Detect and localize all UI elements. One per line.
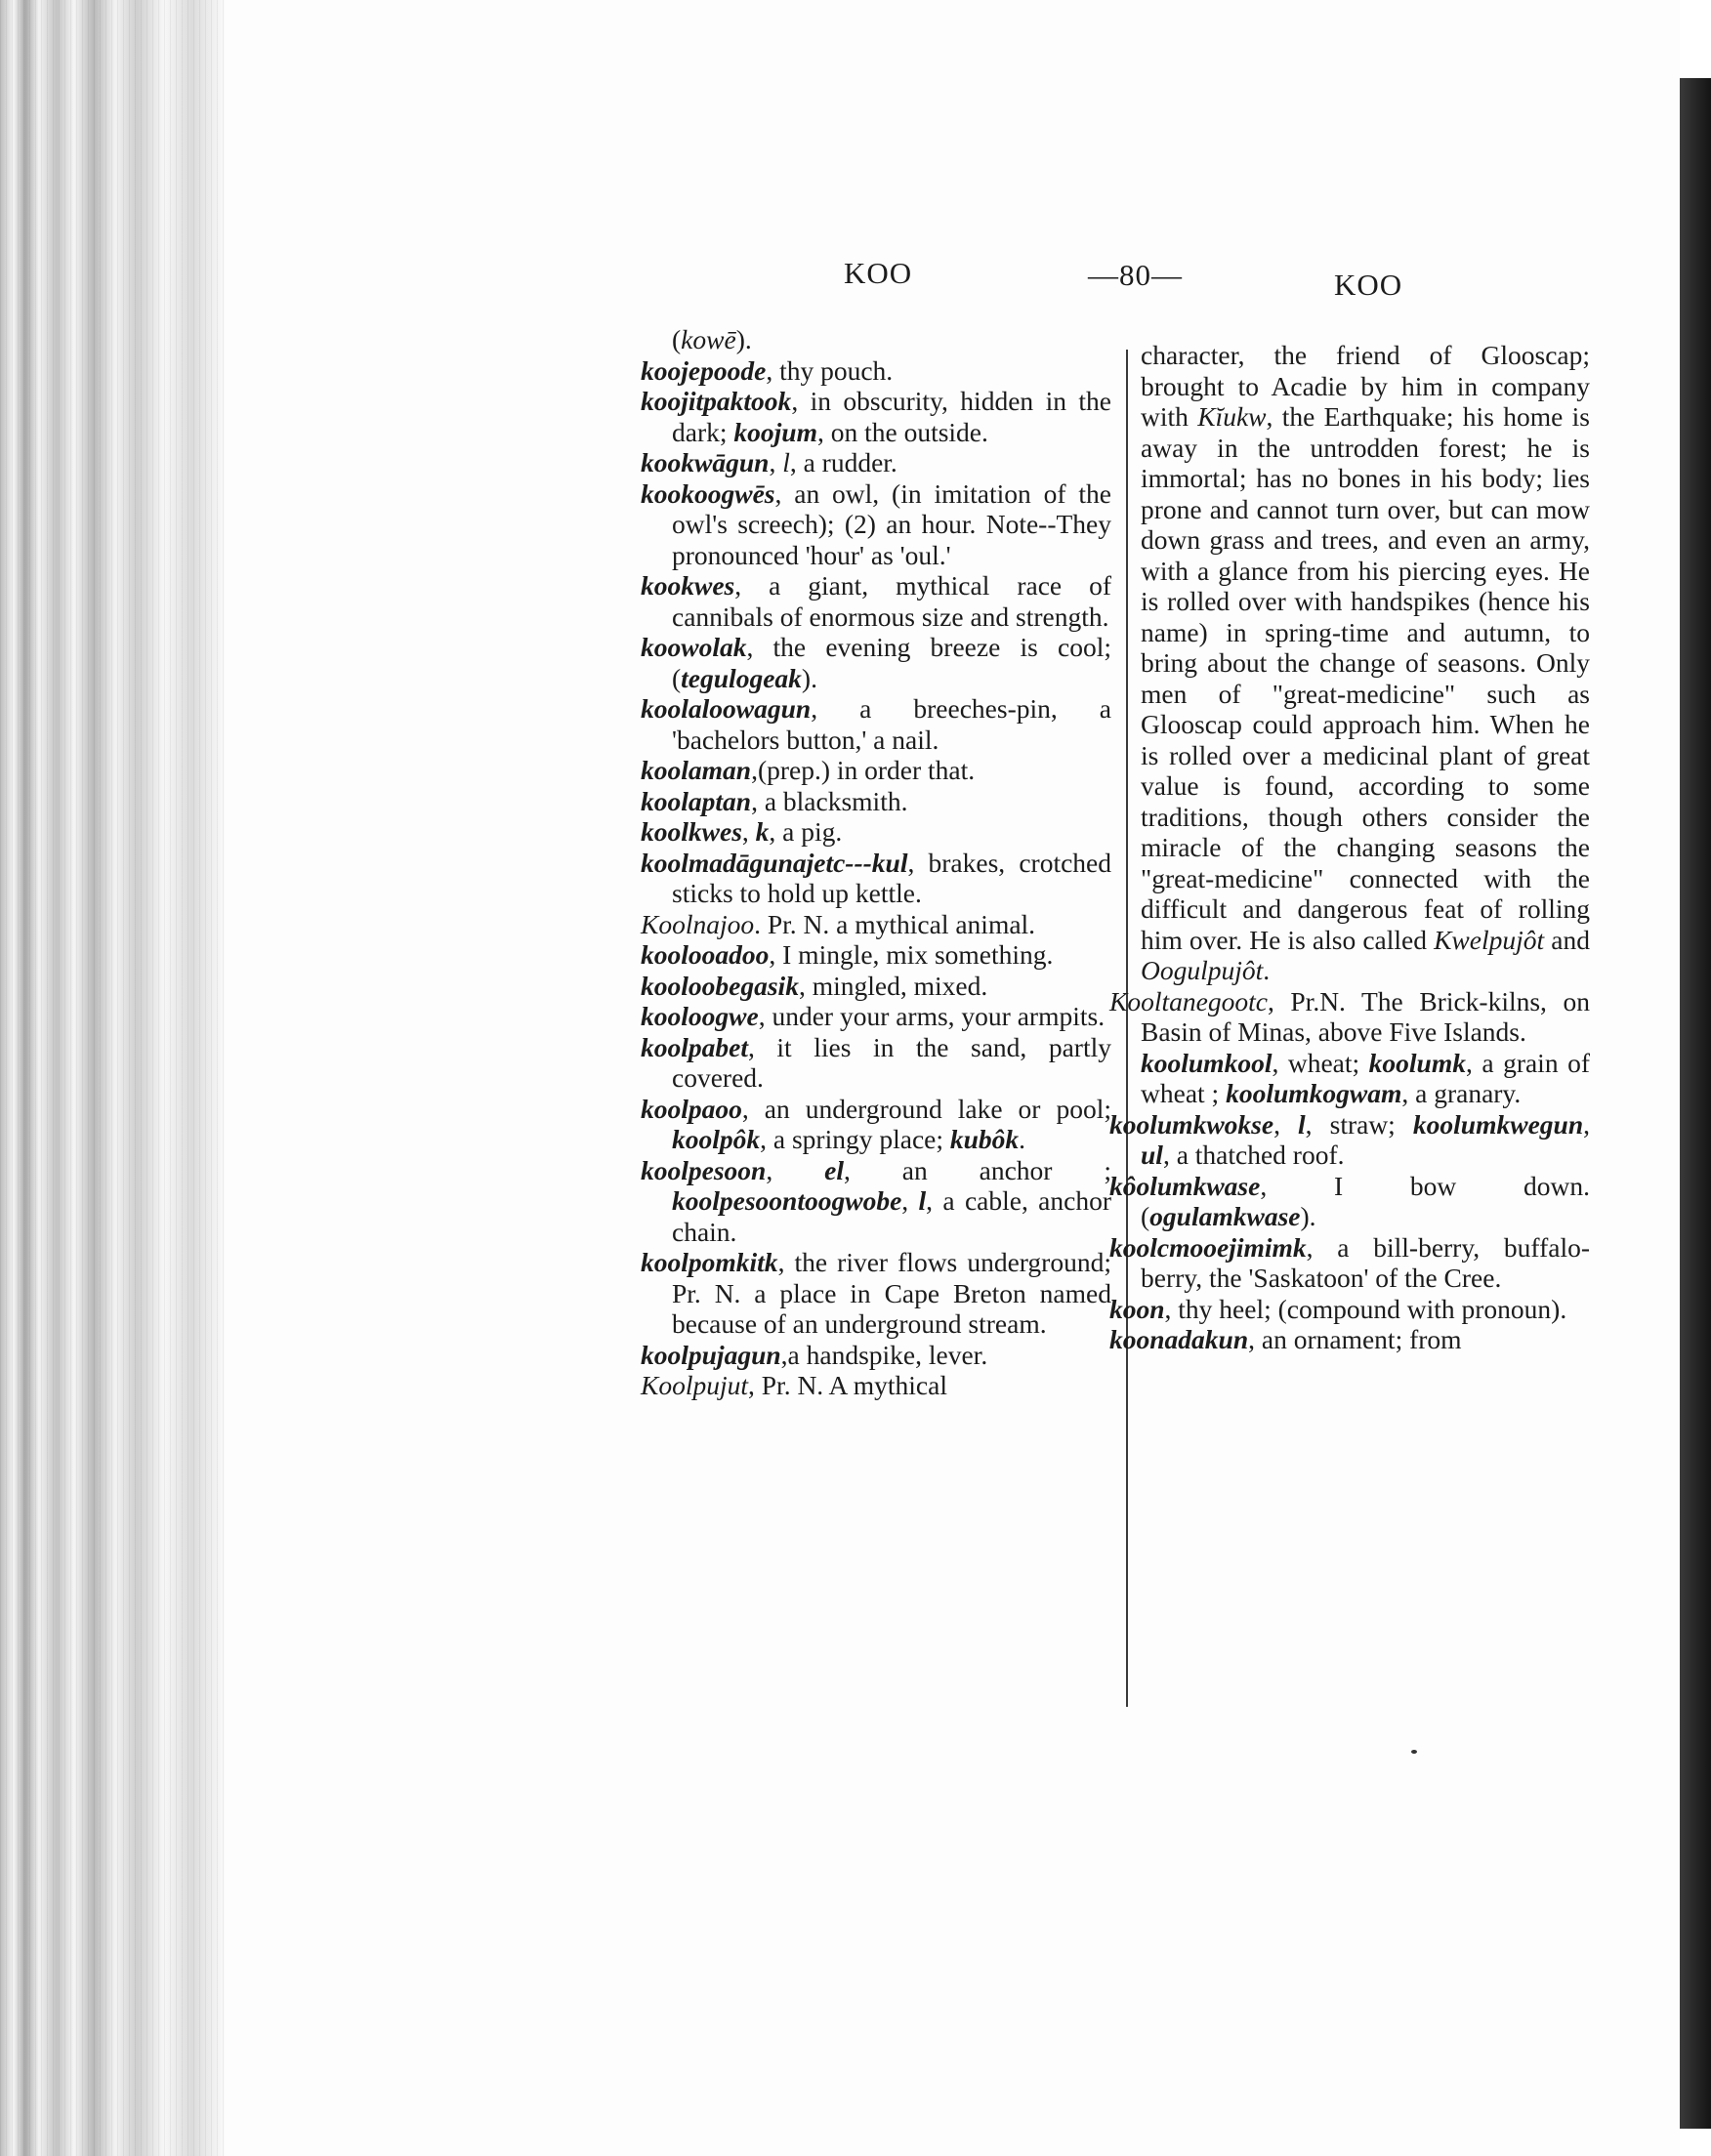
headword: koolumkogwam bbox=[1226, 1078, 1402, 1108]
entry-text: and bbox=[1544, 924, 1590, 955]
dictionary-entry bbox=[641, 786, 1111, 817]
dictionary-entry bbox=[641, 755, 1111, 786]
headword: kookwes bbox=[641, 570, 735, 601]
entry-text: , a pig. bbox=[769, 816, 843, 847]
italic-term: Kĭukw bbox=[1197, 401, 1267, 432]
entry-text: , a breeches-pin, a 'bachelors button,' a nail. bbox=[672, 693, 1111, 755]
entry-text: , a grain of wheat ; bbox=[1141, 1047, 1590, 1108]
book-page-edges bbox=[0, 0, 225, 2156]
entry-text: ). bbox=[801, 662, 817, 693]
entry-text: , straw; bbox=[1305, 1108, 1413, 1140]
headword: tegulogeak bbox=[681, 662, 802, 693]
dictionary-entry bbox=[641, 1001, 1111, 1032]
entry-text: , I bow down. ( bbox=[1141, 1170, 1590, 1231]
dictionary-entry bbox=[1109, 1109, 1590, 1171]
entry-text: , a springy place; bbox=[760, 1124, 950, 1154]
dictionary-entry bbox=[641, 324, 1111, 355]
dictionary-entry bbox=[641, 570, 1111, 632]
entry-text: ( bbox=[672, 324, 682, 354]
headword: koolpesoontoogwobe bbox=[672, 1185, 902, 1216]
dictionary-entry bbox=[641, 1370, 1111, 1401]
left-column bbox=[641, 324, 1111, 1401]
dictionary-entry bbox=[641, 1094, 1111, 1155]
dictionary-entry bbox=[1109, 1324, 1590, 1355]
entry-text: , wheat; bbox=[1272, 1047, 1369, 1078]
headword: koolmadāgunajetc---kul bbox=[641, 847, 908, 878]
italic-term: Oogulpujôt bbox=[1141, 955, 1264, 985]
entry-text: , bbox=[741, 816, 756, 847]
entry-text: , mingled, mixed. bbox=[798, 970, 988, 1001]
italic-term: Koolnajoo bbox=[641, 908, 755, 939]
headword: kubôk bbox=[949, 1124, 1020, 1154]
entry-text: , bbox=[766, 1154, 825, 1185]
dictionary-entry bbox=[641, 848, 1111, 909]
headword: koolpaoo bbox=[641, 1093, 742, 1124]
dictionary-entry bbox=[641, 632, 1111, 693]
headword: koolumkool bbox=[1141, 1047, 1273, 1078]
entry-text: , an owl, (in imitation of the owl's screech); (2) an hour. Note--They pronounced 'hour' as 'oul.' bbox=[672, 477, 1111, 570]
dictionary-entry bbox=[641, 1247, 1111, 1340]
entry-text: , an anchor ; bbox=[843, 1154, 1111, 1185]
headword: koolpomkitk bbox=[641, 1247, 778, 1277]
dictionary-entry bbox=[641, 355, 1111, 387]
entry-text: , it lies in the sand, partly covered. bbox=[672, 1031, 1111, 1093]
italic-term: Kwelpujôt bbox=[1434, 924, 1545, 955]
entry-text: , a blacksmith. bbox=[751, 785, 908, 816]
italic-term: Koolpujut bbox=[641, 1370, 749, 1400]
entry-text: . bbox=[1019, 1124, 1026, 1154]
headword: koolumkwegun bbox=[1412, 1108, 1584, 1140]
dictionary-entry bbox=[1109, 1171, 1590, 1232]
entry-text: , in obscurity, hidden in the dark; bbox=[672, 386, 1111, 447]
dictionary-entry bbox=[1109, 1232, 1590, 1294]
dictionary-entry bbox=[641, 909, 1111, 940]
entry-text: character, the friend of Glooscap; brought to Acadie by him in company with bbox=[1141, 340, 1590, 432]
headword: ogulamkwase bbox=[1149, 1201, 1301, 1231]
entry-text: ,(prep.) in order that. bbox=[751, 755, 976, 785]
headword: kôolumkwase bbox=[1109, 1170, 1261, 1201]
headword: koojepoode bbox=[641, 354, 767, 386]
page-number: —80— bbox=[1088, 258, 1183, 292]
italic-term: Kooltanegootc bbox=[1109, 985, 1268, 1016]
headword: el bbox=[824, 1154, 844, 1185]
entry-text: , an underground lake or pool; bbox=[741, 1093, 1111, 1124]
entry-text: , a cable, anchor chain. bbox=[672, 1185, 1111, 1247]
entry-text: , I mingle, mix something. bbox=[769, 939, 1054, 970]
headword: kookoogwēs bbox=[641, 477, 775, 509]
headword: koolpesoon bbox=[641, 1154, 767, 1185]
dictionary-entry bbox=[1109, 1048, 1590, 1109]
dictionary-entry bbox=[1109, 1294, 1590, 1325]
header-right-guide-word: KOO bbox=[1334, 268, 1403, 302]
headword: ul bbox=[1141, 1140, 1163, 1170]
entry-text: , the evening breeze is cool; ( bbox=[672, 632, 1111, 693]
page-shadow-edge bbox=[1680, 78, 1711, 2129]
entry-text: , thy heel; (compound with pronoun). bbox=[1164, 1293, 1567, 1324]
entry-text: ). bbox=[1300, 1201, 1316, 1231]
headword: koojitpaktook bbox=[641, 386, 792, 416]
headword: koolumkwokse bbox=[1109, 1108, 1274, 1140]
headword: koolkwes bbox=[641, 816, 742, 847]
ink-speck bbox=[1411, 1750, 1417, 1754]
headword: k bbox=[755, 816, 770, 847]
headword: koolpujagun bbox=[641, 1339, 781, 1370]
dictionary-entry bbox=[641, 1340, 1111, 1371]
header-left-guide-word: KOO bbox=[844, 256, 913, 290]
headword: koonadakun bbox=[1109, 1324, 1249, 1354]
headword: koolaloowagun bbox=[641, 693, 812, 724]
entry-text: , bbox=[1273, 1108, 1299, 1140]
entry-text: , a giant, mythical race of cannibals of enormous size and strength. bbox=[672, 570, 1111, 632]
headword: koolpabet bbox=[641, 1031, 748, 1062]
headword: l bbox=[918, 1185, 927, 1216]
headword: koolcmooejimimk bbox=[1109, 1231, 1307, 1263]
entry-text: , a bill-berry, buffalo-berry, the 'Saskatoon' of the Cree. bbox=[1141, 1231, 1590, 1293]
entry-text: . bbox=[1263, 955, 1271, 985]
headword: kooloogwe bbox=[641, 1001, 759, 1031]
entry-text: . Pr. N. a mythical animal. bbox=[754, 908, 1036, 939]
dictionary-entry bbox=[641, 478, 1111, 571]
headword: koolaptan bbox=[641, 785, 752, 816]
dictionary-entry bbox=[641, 816, 1111, 848]
dictionary-entry bbox=[1109, 986, 1590, 1048]
headword: kooloobegasik bbox=[641, 970, 799, 1001]
entry-text: , under your arms, your armpits. bbox=[758, 1001, 1106, 1031]
running-header bbox=[0, 256, 1711, 305]
entry-text: , Pr. N. A mythical bbox=[748, 1370, 947, 1400]
entry-text: , the Earthquake; his home is away in the untrodden forest; he is immortal; has no bones in his body; lies prone and cannot turn over, but can mow down grass and trees, and even an army, with a glance from his piercing eyes. He is rolled over with handspikes (hence his name) in spring-time and autumn, to bring about the change of seasons. Only men of "great-medicine" such as Glooscap could approach him. When he is rolled over a medicinal plant of great value is found, according to some traditions, though others consider the miracle of the changing seasons the "great-medicine" connected with the difficult and dangerous feat of rolling him over. He is also called bbox=[1141, 401, 1590, 955]
entry-text: , an ornament; from bbox=[1248, 1324, 1462, 1354]
dictionary-entry bbox=[1109, 340, 1590, 986]
headword: l bbox=[1298, 1108, 1306, 1140]
entry-text: , on the outside. bbox=[816, 416, 988, 447]
entry-text: , Pr.N. The Brick-kilns, on Basin of Minas, above Five Islands. bbox=[1141, 985, 1590, 1047]
dictionary-entry bbox=[641, 939, 1111, 971]
entry-text: , bbox=[769, 447, 783, 477]
entry-text: , a thatched roof. bbox=[1162, 1140, 1345, 1170]
italic-term: kowē bbox=[681, 324, 736, 354]
dictionary-entry bbox=[641, 1032, 1111, 1094]
headword: koojum bbox=[733, 416, 817, 447]
entry-text: , thy pouch. bbox=[766, 354, 894, 386]
italic-term: l bbox=[782, 447, 790, 477]
entry-text: , the river flows underground; Pr. N. a place in Cape Breton named because of an underground stream. bbox=[672, 1247, 1111, 1339]
entry-text: , brakes, crotched sticks to hold up kettle. bbox=[672, 847, 1111, 908]
entry-text: , a granary. bbox=[1401, 1078, 1522, 1108]
entry-text: ,a handspike, lever. bbox=[780, 1339, 988, 1370]
headword: koolooadoo bbox=[641, 939, 770, 970]
headword: koon bbox=[1109, 1293, 1165, 1324]
headword: koowolak bbox=[641, 632, 747, 662]
headword: koolaman bbox=[641, 755, 752, 785]
dictionary-entry bbox=[641, 693, 1111, 755]
dictionary-entry bbox=[641, 971, 1111, 1002]
headword: koolpôk bbox=[672, 1124, 761, 1154]
dictionary-entry bbox=[641, 447, 1111, 478]
dictionary-entry bbox=[641, 386, 1111, 447]
headword: kookwāgun bbox=[641, 447, 770, 477]
right-column bbox=[1109, 340, 1590, 1355]
entry-text: , a rudder. bbox=[789, 447, 897, 477]
entry-text: ). bbox=[735, 324, 752, 354]
entry-text: , bbox=[1583, 1108, 1590, 1140]
entry-text: , bbox=[901, 1185, 919, 1216]
headword: koolumk bbox=[1368, 1047, 1466, 1078]
dictionary-entry bbox=[641, 1155, 1111, 1248]
